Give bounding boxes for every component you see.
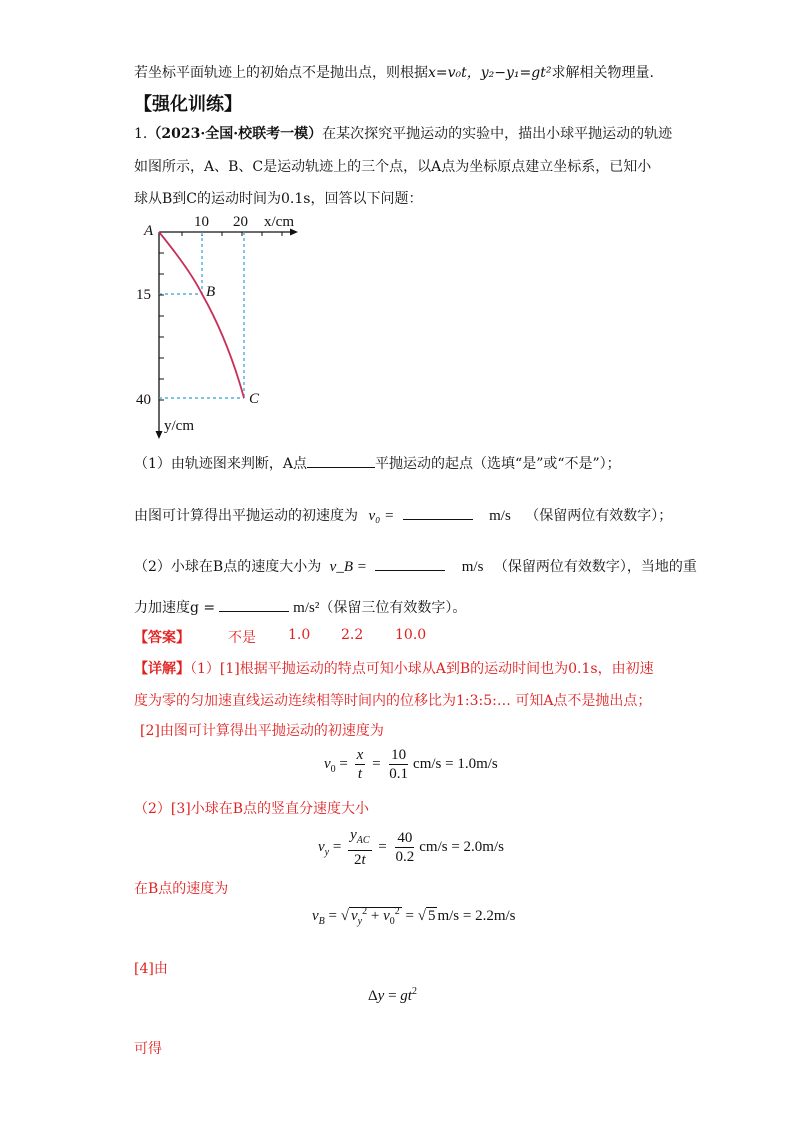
origin-label: A — [144, 223, 154, 239]
intro-text-2: 求解相关物理量. — [551, 65, 654, 81]
equation-delta-y: $\Delta y = gt^2$ — [368, 986, 417, 1004]
part1-text-c: 由图可计算得出平抛运动的初速度为 — [134, 508, 358, 524]
question-line-3: 球从B到C的运动时间为0.1s，回答以下问题： — [134, 191, 423, 207]
part1-line1 — [134, 453, 621, 473]
point-c-label: C — [249, 391, 260, 407]
equation-v0: $v_0$ = $\frac{x}{t}$ = $\frac{10}{0.1}$ cm/s = 1.0m/s — [324, 747, 498, 782]
answer-blank-3[interactable] — [375, 556, 445, 571]
detail-line6: [4]由 — [134, 961, 168, 977]
question-source: （2023·全国·校联考一模） — [147, 126, 323, 142]
x-axis-label: x/cm — [264, 214, 294, 230]
x-tick-10: 10 — [194, 214, 209, 230]
detail-text-1: （1）[1]根据平抛运动的特点可知小球从A到B的运动时间也为0.1s，由初速 — [190, 661, 654, 677]
part1-text-b: 平抛运动的起点（选填“是”或“不是”）； — [375, 456, 621, 472]
part1-line2 — [134, 505, 672, 525]
answer-value-3: 2.2 — [341, 627, 364, 643]
point-b-label: B — [206, 284, 216, 300]
y-tick-40: 40 — [136, 392, 151, 408]
x-tick-20: 20 — [233, 214, 248, 230]
part2-note: （保留两位有效数字），当地的重 — [493, 559, 697, 575]
detail-line4: （2）[3]小球在B点的竖直分速度大小 — [134, 801, 370, 817]
equation-vb: $v_B$ = √ $v_y^2 + v_0^2$ = √ 5 m/s = 2.2m/s — [312, 906, 516, 927]
intro-formula: x=v₀t，y₂−y₁=gt² — [428, 65, 552, 81]
vb-symbol: v_B = — [329, 559, 367, 575]
part2-note2: （保留三位有效数字）。 — [319, 600, 467, 616]
answer-value-1: 不是 — [228, 630, 256, 646]
question-number: 1. — [134, 126, 148, 142]
equation-vy: $v_y$ = $\frac{y_{AC}}{2t}$ = $\frac{40}{0.2}$ cm/s = 2.0m/s — [318, 827, 504, 868]
answer-blank-4[interactable] — [219, 597, 289, 612]
trajectory-figure — [136, 210, 310, 445]
section-title: 【强化训练】 — [134, 94, 242, 115]
question-line-2: 如图所示，A、B、C是运动轨迹上的三个点，以A点为坐标原点建立坐标系，已知小 — [134, 159, 652, 175]
detail-line5: 在B点的速度为 — [134, 881, 229, 897]
y-axis-arrow — [156, 431, 163, 439]
answer-value-2: 1.0 — [288, 627, 311, 643]
detail-line1 — [134, 658, 654, 678]
intro-line — [134, 62, 654, 82]
v0-symbol: v₀ = — [368, 508, 395, 524]
part2-line2 — [134, 597, 466, 617]
part2-unit: m/s — [461, 559, 484, 575]
detail-line3: [2]由图可计算得出平抛运动的初速度为 — [140, 723, 384, 739]
part2-text-b: 力加速度g = — [134, 600, 216, 616]
part1-unit: m/s — [489, 508, 511, 524]
intro-text-1: 若坐标平面轨迹上的初始点不是抛出点，则根据 — [134, 65, 428, 81]
detail-line2: 度为零的匀加速直线运动连续相等时间内的位移比为1:3:5:… 可知A点不是抛出点； — [134, 693, 652, 709]
part1-text-a: （1）由轨迹图来判断，A点 — [134, 456, 308, 472]
answer-blank-2[interactable] — [403, 505, 473, 520]
part1-note: （保留两位有效数字）； — [525, 508, 673, 524]
guide-lines — [159, 232, 244, 398]
question-line-1 — [134, 123, 672, 143]
part2-unit2: m/s² — [293, 600, 320, 616]
detail-label: 【详解】 — [134, 661, 190, 677]
answer-value-4: 10.0 — [395, 627, 427, 643]
answer-blank-1[interactable] — [307, 453, 375, 468]
part2-text-a: （2）小球在B点的速度大小为 — [134, 559, 322, 575]
detail-line7: 可得 — [134, 1041, 162, 1057]
y-tick-15: 15 — [136, 287, 151, 303]
question-text-1: 在某次探究平抛运动的实验中，描出小球平抛运动的轨迹 — [322, 126, 673, 142]
y-axis-label: y/cm — [164, 418, 194, 434]
part2-line1 — [134, 556, 697, 576]
answer-label: 【答案】 — [134, 630, 190, 646]
